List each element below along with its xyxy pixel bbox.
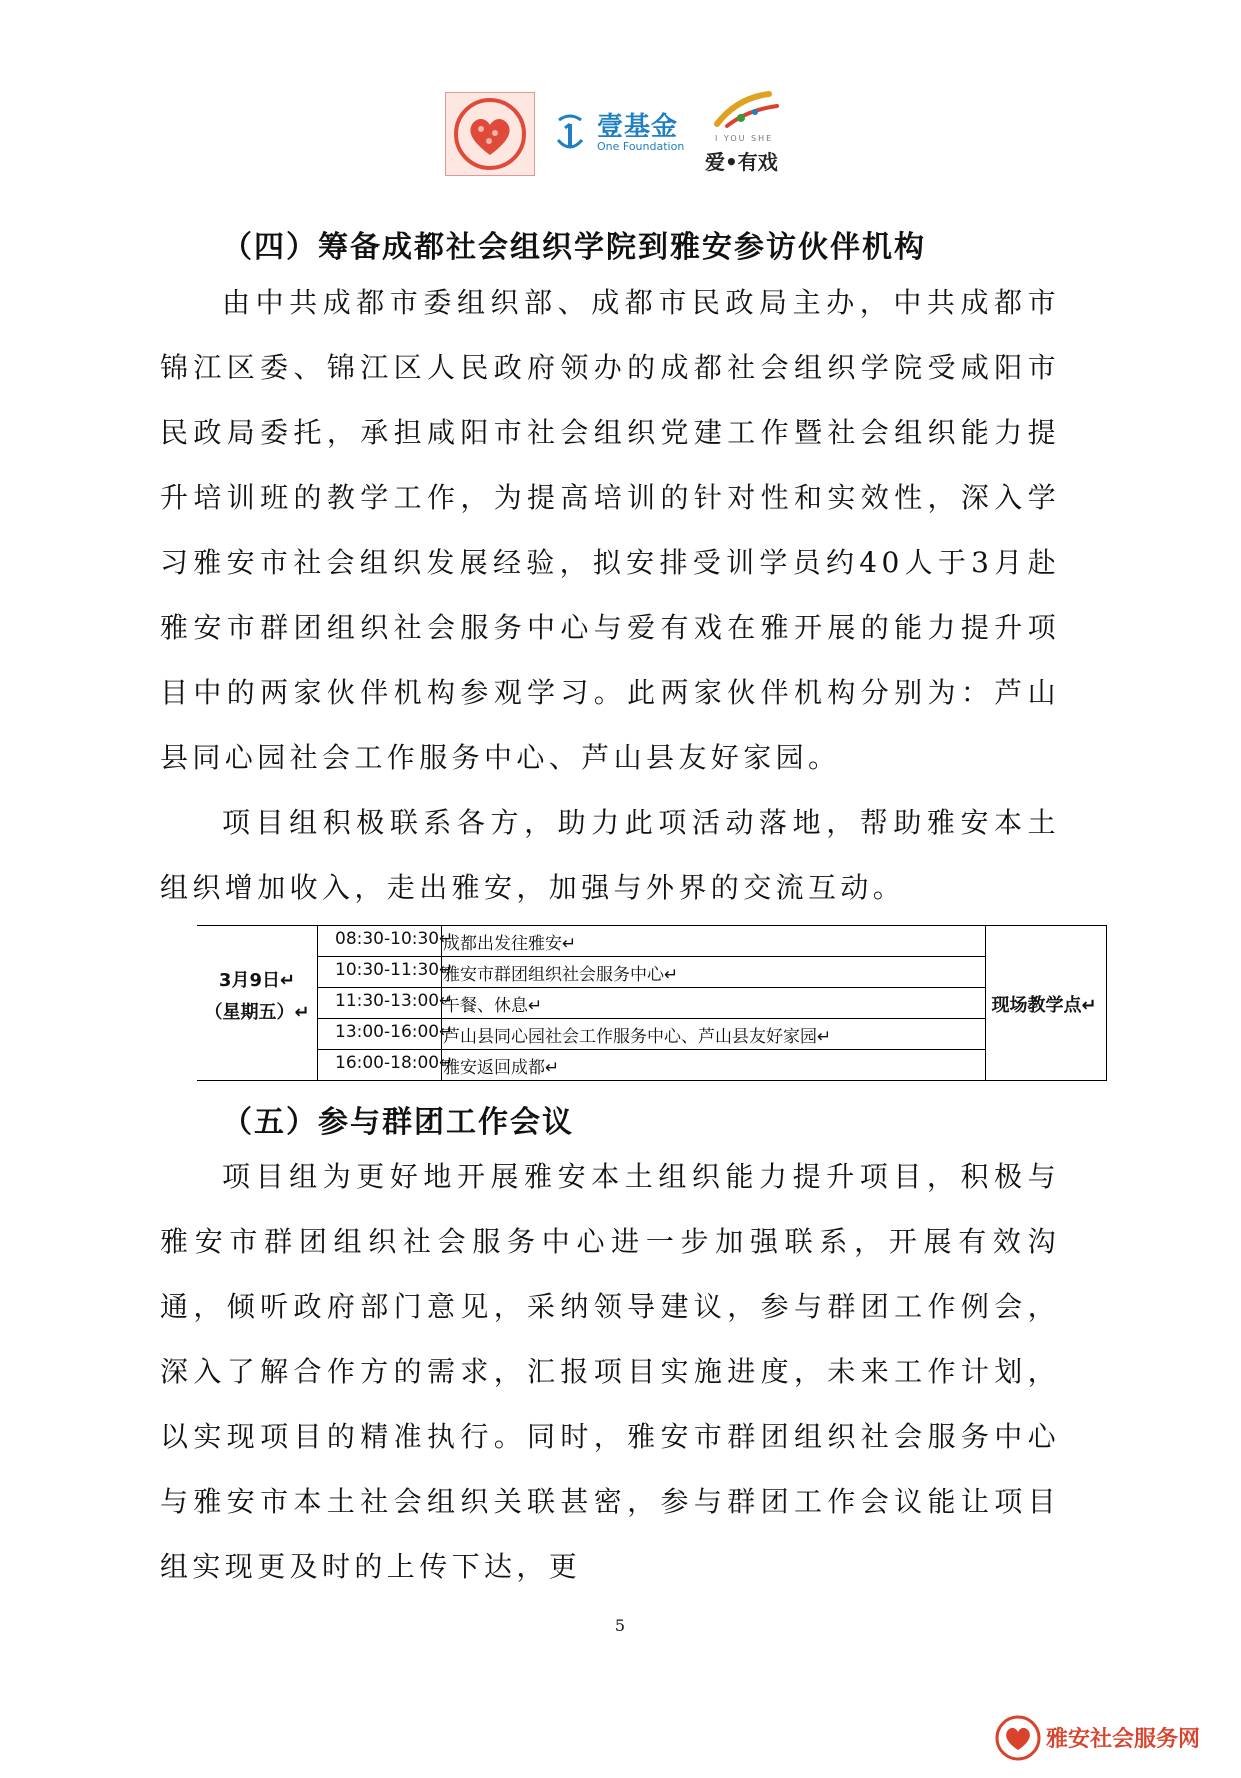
heart-watermark-icon [994, 1714, 1042, 1762]
schedule-row [317, 987, 985, 1018]
ayouxi-sub: I YOU SHE [715, 134, 774, 143]
schedule-date: 3月9日↵ [218, 970, 296, 991]
page-number: 5 [614, 1616, 626, 1635]
section-5-heading: （五）参与群团工作会议 [222, 1105, 574, 1140]
schedule-table [197, 925, 1107, 1081]
schedule-time: 11:30-13:00↵ [335, 991, 454, 1011]
schedule-weekday: （星期五）↵ [204, 1002, 310, 1023]
schedule-row [317, 956, 985, 987]
section-4-heading: （四）筹备成都社会组织学院到雅安参访伙伴机构 [222, 230, 926, 265]
schedule-activity: 雅安市群团组织社会服务中心↵ [443, 965, 679, 985]
schedule-time: 10:30-11:30↵ [335, 960, 454, 980]
schedule-date-cell [197, 965, 317, 1029]
ayouxi-icon [707, 88, 787, 136]
section-5-paragraph-1: 项目组为更好地开展雅安本土组织能力提升项目，积极与雅安市群团组织社会服务中心进一步加强联系，开展有效沟通，倾听政府部门意见，采纳领导建议，参与群团工作例会，深入了解合作方的需求，汇报项目实施进度，未来工作计划，以实现项目的精准执行。同时，雅安市群团组织社会服务中心与雅安市本土社会组织关联甚密，参与群团工作会议能让项目组实现更及时的上传下达，更 [160, 1160, 1060, 1583]
schedule-place: 现场教学点↵ [991, 995, 1097, 1016]
one-foundation-en: One Foundation [597, 140, 685, 153]
section-4-paragraph-2: 项目组积极联系各方，助力此项活动落地，帮助雅安本土组织增加收入，走出雅安，加强与外界的交流互动。 [160, 806, 1060, 904]
ayouxi-logo [697, 88, 795, 178]
one-foundation-cn: 壹基金 [597, 112, 679, 142]
schedule-time: 16:00-18:00↵ [335, 1053, 454, 1073]
section-4-paragraph-1: 由中共成都市委组织部、成都市民政局主办，中共成都市锦江区委、锦江区人民政府领办的成都社会组织学院受咸阳市民政局委托，承担咸阳市社会组织党建工作暨社会组织能力提升培训班的教学工作，为提高培训的针对性和实效性，深入学习雅安市社会组织发展经验，拟安排受训学员约40人于3月赴雅安市群团组织社会服务中心与爱有戏在雅开展的能力提升项目中的两家伙伴机构参观学习。此两家伙伴机构分别为：芦山县同心园社会工作服务中心、芦山县友好家园。 [160, 286, 1060, 774]
one-foundation-icon [555, 110, 585, 154]
schedule-time: 13:00-16:00↵ [335, 1022, 454, 1042]
site-watermark [994, 1712, 1234, 1768]
ayouxi-name: 爱•有戏 [705, 150, 778, 174]
schedule-row [317, 1049, 985, 1080]
schedule-activity: 成都出发往雅安↵ [443, 934, 577, 954]
schedule-row [317, 1018, 985, 1049]
header-logos [445, 88, 795, 180]
one-foundation-logo [555, 104, 685, 164]
schedule-activity: 雅安返回成都↵ [443, 1058, 560, 1078]
schedule-activity: 午餐、休息↵ [443, 996, 543, 1016]
watermark-text: 雅安社会服务网 [1046, 1727, 1201, 1752]
heart-logo [445, 92, 535, 176]
heart-logo-icon [451, 97, 529, 171]
schedule-row [317, 925, 985, 956]
schedule-time: 08:30-10:30↵ [335, 929, 454, 949]
schedule-activity: 芦山县同心园社会工作服务中心、芦山县友好家园↵ [443, 1027, 832, 1047]
